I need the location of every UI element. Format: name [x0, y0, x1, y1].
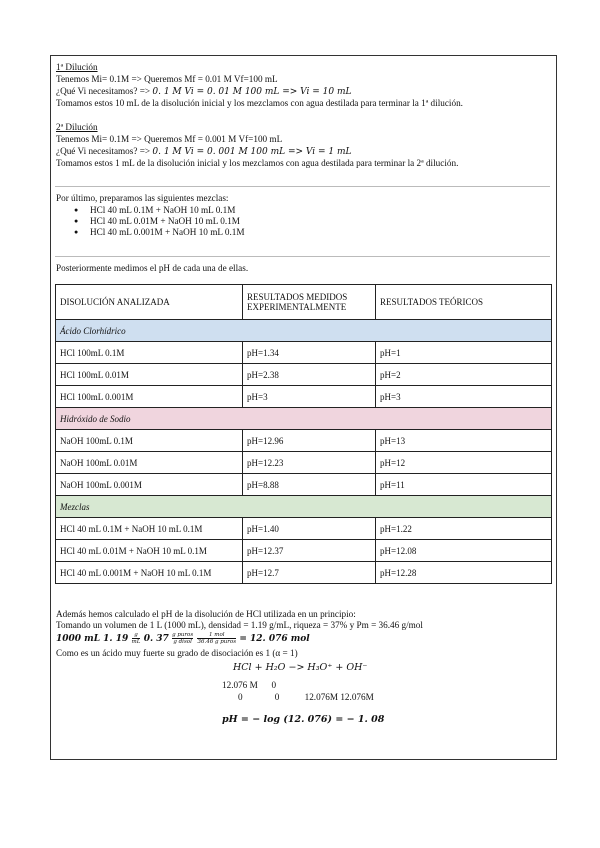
- table-row: [56, 342, 552, 364]
- table-cell: pH=12.37: [243, 540, 376, 562]
- table-cell: HCl 40 mL 0.01M + NaOH 10 mL 0.1M: [56, 540, 243, 562]
- dilution-2-title: 2ª Dilución: [56, 122, 98, 132]
- table-cell: pH=13: [376, 430, 552, 452]
- table-row: [56, 518, 552, 540]
- table-cell: pH=11: [376, 474, 552, 496]
- table-cell: pH=1: [376, 342, 552, 364]
- table-cell: pH=1.22: [376, 518, 552, 540]
- section-hcl-label: Ácido Clorhídrico: [56, 320, 552, 342]
- fraction-density: $\frac{g}{mL}$: [131, 632, 141, 646]
- table-cell: HCl 40 mL 0.1M + NaOH 10 mL 0.1M: [56, 518, 243, 540]
- table-cell: NaOH 100mL 0.001M: [56, 474, 243, 496]
- table-cell: pH=8.88: [243, 474, 376, 496]
- mixes-list: [78, 205, 245, 238]
- table-row: [56, 474, 552, 496]
- dilution-2-equation: 0. 1 M Vi = 0. 001 M 100 mL => Vi = 1 mL: [152, 147, 352, 157]
- table-cell: pH=1.34: [243, 342, 376, 364]
- header-cell: DISOLUCIÓN ANALIZADA: [56, 285, 243, 320]
- divider-2: [55, 256, 550, 257]
- reaction-equation: HCl + H₂O −> H₃O⁺ + OH⁻: [233, 662, 368, 673]
- table-cell: pH=2: [376, 364, 552, 386]
- table-header-row: [56, 285, 552, 320]
- table-cell: HCl 100mL 0.01M: [56, 364, 243, 386]
- dilution-2-line-1: Tenemos Mi= 0.1M => Queremos Mf = 0.001 M Vf=100 mL: [56, 134, 283, 144]
- fraction-purity: $\frac{\text{g puros}}{\text{g disol}}$: [172, 632, 194, 646]
- table-row: [56, 386, 552, 408]
- calc-equation: [56, 630, 310, 647]
- reaction-row-1: 12.076 M 0: [222, 680, 277, 690]
- table-cell: pH=12.23: [243, 452, 376, 474]
- table-cell: NaOH 100mL 0.01M: [56, 452, 243, 474]
- dilution-1-question: ¿Qué Vi necesitamos? =>: [56, 86, 151, 96]
- mixes-intro: Por último, preparamos las siguientes mezclas:: [56, 193, 229, 203]
- table-cell: pH=12.7: [243, 562, 376, 584]
- ph-result: pH = − log (12. 076) = − 1. 08: [222, 714, 385, 725]
- table-cell: NaOH 100mL 0.1M: [56, 430, 243, 452]
- table-cell: HCl 100mL 0.001M: [56, 386, 243, 408]
- dilution-1-title: 1ª Dilución: [56, 62, 98, 72]
- header-cell: RESULTADOS TEÓRICOS: [376, 285, 552, 320]
- dilution-1-equation: 0. 1 M Vi = 0. 01 M 100 mL => Vi = 10 mL: [152, 87, 352, 97]
- table-cell: HCl 40 mL 0.001M + NaOH 10 mL 0.1M: [56, 562, 243, 584]
- dilution-2-line-2: [56, 146, 351, 158]
- section-naoh-label: Hidróxido de Sodio: [56, 408, 552, 430]
- table-row: [56, 452, 552, 474]
- table-cell: pH=1.40: [243, 518, 376, 540]
- fraction-molar-mass: $\frac{\text{1 mol}}{\text{36.46 g puros}}$: [197, 632, 237, 646]
- list-item: ● HCl 40 mL 0.001M + NaOH 10 mL 0.1M: [78, 227, 245, 238]
- table-cell: pH=3: [243, 386, 376, 408]
- table-cell: pH=12: [376, 452, 552, 474]
- dilution-2-line-3: Tomamos estos 1 mL de la disolución inicial y los mezclamos con agua destilada para terminar la 2ª dilución.: [56, 158, 459, 168]
- calc-eq-part-a: 1000 mL 1. 19: [56, 634, 129, 644]
- reaction-row-2: 0 0 12.076M 12.076M: [238, 692, 374, 702]
- table-row: [56, 540, 552, 562]
- table-cell: pH=3: [376, 386, 552, 408]
- header-cell: RESULTADOS MEDIDOS EXPERIMENTALMENTE: [243, 285, 376, 320]
- section-mix-label: Mezclas: [56, 496, 552, 518]
- table-row: [56, 562, 552, 584]
- table-row: [56, 430, 552, 452]
- divider-1: [55, 186, 550, 187]
- table-cell: HCl 100mL 0.1M: [56, 342, 243, 364]
- dilution-1-line-1: Tenemos Mi= 0.1M => Queremos Mf = 0.01 M Vf=100 mL: [56, 74, 278, 84]
- dilution-1-line-2: [56, 86, 351, 98]
- calc-line-3: Como es un ácido muy fuerte su grado de disociación es 1 (α = 1): [56, 648, 298, 658]
- dilution-2-question: ¿Qué Vi necesitamos? =>: [56, 146, 151, 156]
- table-cell: pH=12.08: [376, 540, 552, 562]
- calc-line-2: Tomando un volumen de 1 L (1000 mL), densidad = 1.19 g/mL, riqueza = 37% y Pm = 36.46 g/mol: [56, 620, 423, 630]
- dilution-1-line-3: Tomamos estos 10 mL de la disolución inicial y los mezclamos con agua destilada para terminar la 1ª dilución.: [56, 98, 463, 108]
- table-cell: pH=12.28: [376, 562, 552, 584]
- calc-eq-result: = 12. 076 mol: [239, 634, 310, 644]
- measure-intro: Posteriormente medimos el pH de cada una de ellas.: [56, 263, 249, 273]
- section-row-hcl: [56, 320, 552, 342]
- table-cell: pH=12.96: [243, 430, 376, 452]
- list-item: ● HCl 40 mL 0.1M + NaOH 10 mL 0.1M: [78, 205, 245, 216]
- section-row-naoh: [56, 408, 552, 430]
- table-row: [56, 364, 552, 386]
- list-item: ● HCl 40 mL 0.01M + NaOH 10 mL 0.1M: [78, 216, 245, 227]
- section-row-mix: [56, 496, 552, 518]
- calc-line-1: Además hemos calculado el pH de la disolución de HCl utilizada en un principio:: [56, 609, 356, 619]
- results-table: [55, 284, 552, 584]
- table-cell: pH=2.38: [243, 364, 376, 386]
- calc-eq-part-b: 0. 37: [143, 634, 169, 644]
